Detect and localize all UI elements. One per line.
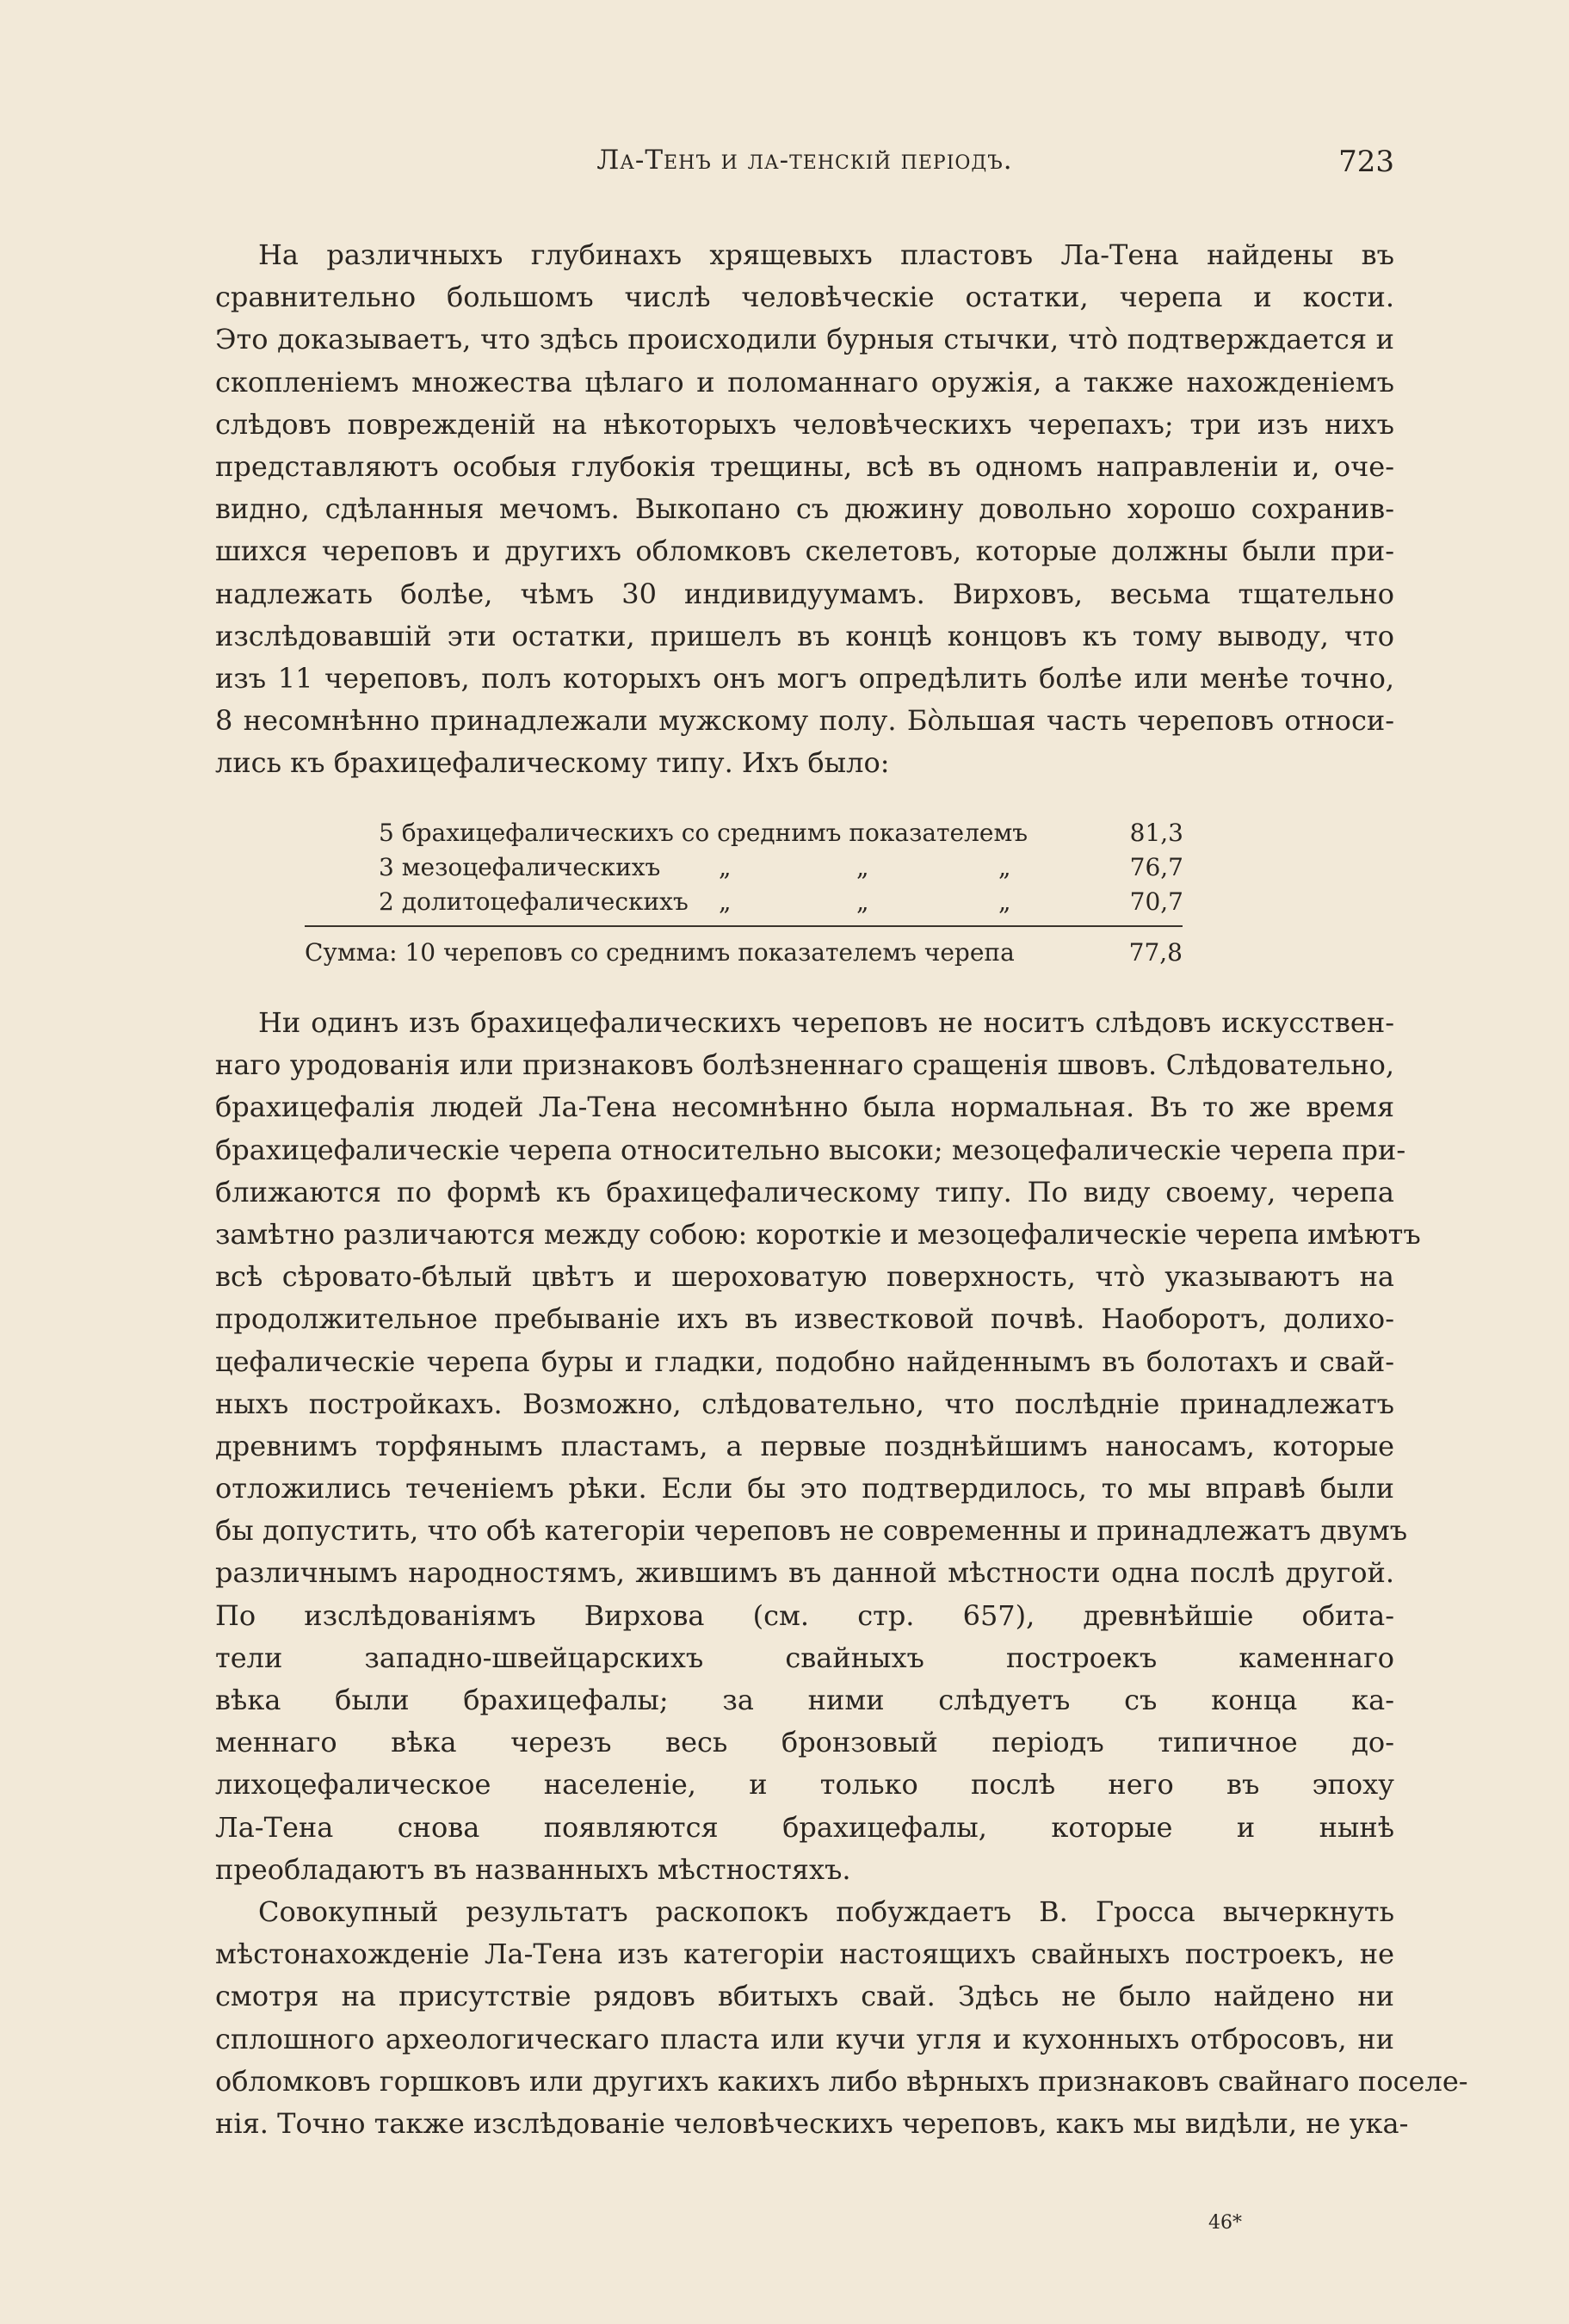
paragraph-2 [215,1002,1468,2145]
table-row-value: 76,7 [1129,853,1183,881]
ditto-mark: „ [719,887,732,916]
text-line: По изслѣдованіямъ Вирхова (см. стр. 657), древнѣйшіе обита- [215,1598,1394,1632]
signature-mark: 46* [1208,2212,1242,2234]
ditto-mark: „ [856,887,869,916]
text-line: различнымъ народностямъ, жившимъ въ данной мѣстности одна послѣ другой. [215,1556,1394,1590]
text-line: скопленіемъ множества цѣлаго и поломаннаго оружія, а также нахожденіемъ [215,365,1394,399]
text-line: бы допустить, что обѣ категоріи череповъ не современны и принадлежатъ двумъ [215,1514,1408,1548]
table-row [379,885,1183,919]
text-line: преобладаютъ въ названныхъ мѣстностяхъ. [215,1852,851,1886]
page-number: 723 [1338,145,1394,179]
text-line: мѣстонахожденіе Ла-Тена изъ категоріи настоящихъ свайныхъ построекъ, не [215,1938,1394,1971]
text-line: представляютъ особыя глубокія трещины, всѣ въ одномъ направленіи и, оче- [215,449,1394,483]
text-line: На различныхъ глубинахъ хрящевыхъ пластовъ Ла-Тена найдены въ [258,238,1394,271]
text-line: ближаются по формѣ къ брахицефалическому типу. По виду своему, черепа [215,1175,1394,1208]
ditto-mark: „ [998,853,1011,881]
text-line: изслѣдовавшій эти остатки, пришелъ въ концѣ концовъ къ тому выводу, что [215,619,1394,652]
table-row-label: 3 мезоцефалическихъ [379,853,661,881]
text-line: вѣка были брахицефалы; за ними слѣдуетъ съ конца ка- [215,1684,1394,1716]
text-line: наго уродованія или признаковъ болѣзненнаго сращенія швовъ. Слѣдовательно, [215,1048,1394,1082]
text-line: Ни одинъ изъ брахицефалическихъ череповъ не носитъ слѣдовъ искусствен- [258,1006,1394,1039]
skull-index-table [379,816,1183,919]
text-line: Ла-Тена снова появляются брахицефалы, которые и нынѣ [215,1810,1394,1844]
text-line: обломковъ горшковъ или другихъ какихъ либо вѣрныхъ признаковъ свайнаго поселе- [215,2064,1468,2098]
ditto-mark: „ [856,853,869,881]
table-row-label: 5 брахицефалическихъ со среднимъ показателемъ [379,819,1028,847]
text-line: всѣ сѣровато-бѣлый цвѣтъ и шероховатую поверхность, что̀ указываютъ на [215,1260,1394,1294]
running-title: Ла-Тенъ и ла-тенскій періодъ. [596,145,1013,176]
text-line: надлежать болѣе, чѣмъ 30 индивидуумамъ. Вирховъ, весьма тщательно [215,577,1394,610]
sum-label: Сумма: 10 череповъ со среднимъ показателемъ черепа [305,938,1015,967]
text-line: смотря на присутствіе рядовъ вбитыхъ свай. Здѣсь не было найдено ни [215,1980,1394,2013]
text-line: слѣдовъ поврежденій на нѣкоторыхъ человѣческихъ черепахъ; три изъ нихъ [215,407,1394,441]
text-line: сравнительно большомъ числѣ человѣческіе остатки, черепа и кости. [215,281,1394,314]
text-line: лихоцефалическое населеніе, и только послѣ него въ эпоху [215,1768,1394,1802]
running-header [215,145,1394,188]
table-row-value: 70,7 [1129,887,1183,916]
ditto-mark: „ [719,853,732,881]
table-row-label: 2 долитоцефалическихъ [379,887,689,916]
text-line: брахицефалія людей Ла-Тена несомнѣнно была нормальная. Въ то же время [215,1091,1394,1124]
text-line: видно, сдѣланныя мечомъ. Выкопано съ дюжину довольно хорошо сохранив- [215,492,1394,526]
sum-divider [305,925,1183,927]
text-line: цефалическіе черепа буры и гладки, подобно найденнымъ въ болотахъ и свай- [215,1344,1394,1378]
table-sum-row [305,938,1183,967]
text-line: брахицефалическіе черепа относительно высоки; мезоцефалическіе черепа при- [215,1133,1406,1166]
text-line: тели западно-швейцарскихъ свайныхъ построекъ каменнаго [215,1641,1394,1674]
table-row [379,850,1183,885]
text-line: ныхъ постройкахъ. Возможно, слѣдовательно, что послѣдніе принадлежатъ [215,1387,1394,1420]
paragraph-1 [215,234,1394,784]
table-row [379,816,1183,850]
text-line: продолжительное пребываніе ихъ въ известковой почвѣ. Наоборотъ, долихо- [215,1302,1394,1336]
text-line: Это доказываетъ, что здѣсь происходили бурныя стычки, что̀ подтверждается и [215,323,1394,356]
text-line: шихся череповъ и другихъ обломковъ скелетовъ, которые должны были при- [215,535,1394,568]
table-row-value: 81,3 [1129,819,1183,847]
text-line: древнимъ торфянымъ пластамъ, а первые позднѣйшимъ наносамъ, которые [215,1429,1394,1462]
text-line: лись къ брахицефалическому типу. Ихъ было: [215,746,890,780]
text-line: замѣтно различаются между собою: короткіе и мезоцефалическіе черепа имѣютъ [215,1217,1421,1251]
text-line: 8 несомнѣнно принадлежали мужскому полу. Бо̀льшая часть череповъ относи- [215,704,1394,738]
text-line: сплошного археологическаго пласта или кучи угля и кухонныхъ отбросовъ, ни [215,2022,1394,2055]
text-line: изъ 11 череповъ, полъ которыхъ онъ могъ опредѣлить болѣе или менѣе точно, [215,661,1394,695]
sum-value: 77,8 [1128,938,1183,967]
text-line: меннаго вѣка черезъ весь бронзовый періодъ типичное до- [215,1726,1394,1759]
ditto-mark: „ [998,887,1011,916]
text-line: нія. Точно также изслѣдованіе человѣческихъ череповъ, какъ мы видѣли, не ука- [215,2106,1409,2140]
text-line: Совокупный результатъ раскопокъ побуждаетъ В. Гросса вычеркнуть [258,1894,1394,1928]
text-line: отложились теченіемъ рѣки. Если бы это подтвердилось, то мы вправѣ были [215,1472,1394,1505]
